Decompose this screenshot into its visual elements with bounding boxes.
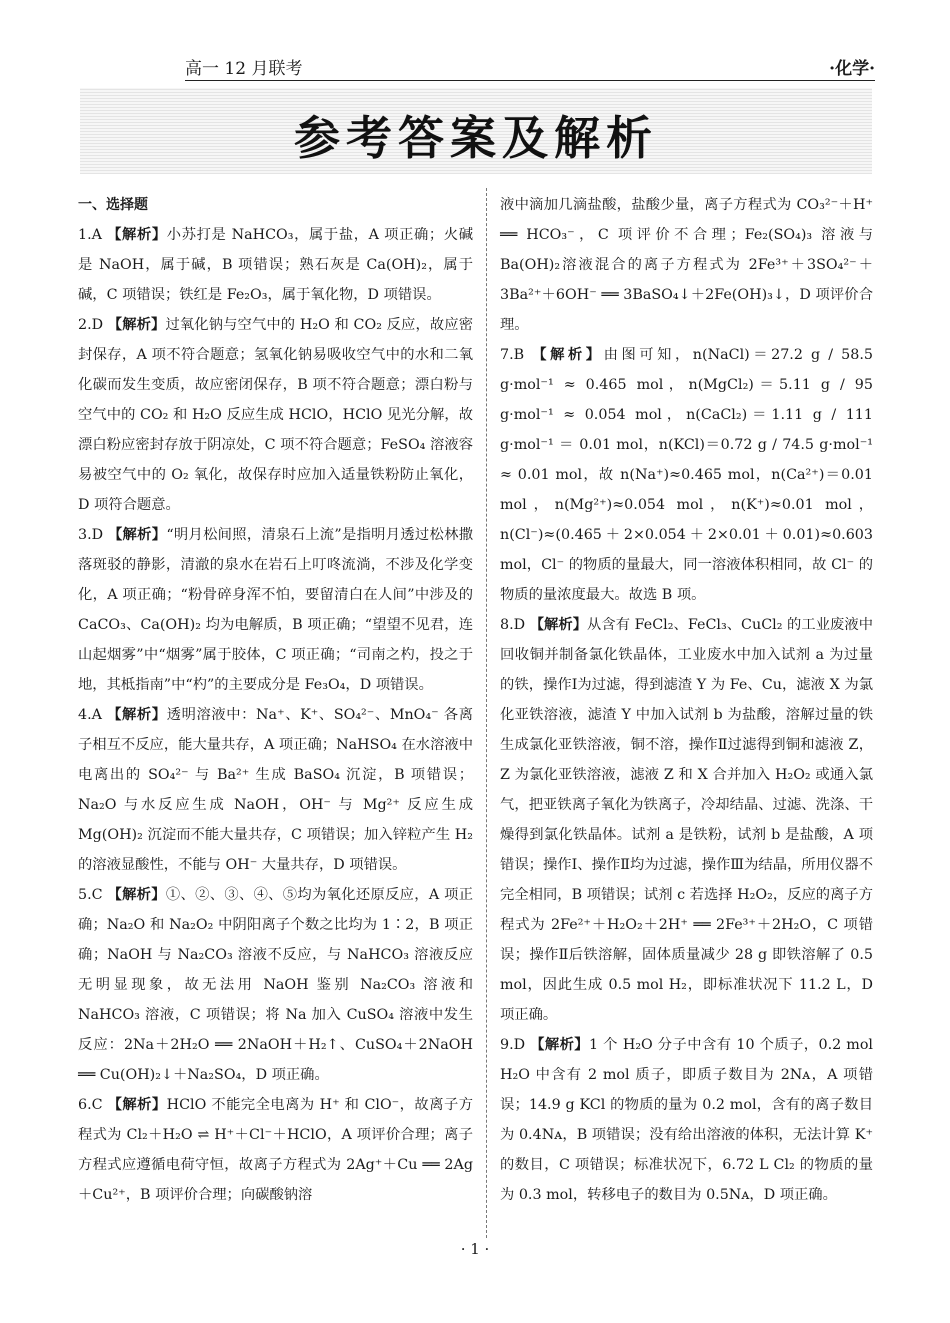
- column-divider: [486, 188, 487, 1238]
- analysis-tag: 【解析】: [107, 227, 167, 243]
- answer-item: [78, 700, 473, 880]
- answer-item: [78, 1090, 473, 1210]
- analysis-text: HClO 不能完全电离为 H⁺ 和 ClO⁻，故离子方程式为 Cl₂＋H₂O ⇌ H⁺＋Cl⁻＋HClO，A 项评价合理；离子方程式应遵循电荷守恒，故离子方程式为 2Ag⁺＋Cu ══ 2Ag＋Cu²⁺，B 项评价合理；向碳酸钠溶: [78, 1097, 474, 1203]
- answer-number: 1.A: [78, 227, 102, 243]
- analysis-text: 透明溶液中：Na⁺、K⁺、SO₄²⁻、MnO₄⁻ 各离子相互不反应，能大量共存，A 项正确；NaHSO₄ 在水溶液中电离出的 SO₄²⁻ 与 Ba²⁺ 生成 BaSO₄ 沉淀，B 项错误；Na₂O 与水反应生成 NaOH，OH⁻ 与 Mg²⁺ 反应生成 Mg(OH)₂ 沉淀而不能大量共存，C 项错误；加入锌粒产生 H₂ 的溶液显酸性，不能与 OH⁻ 大量共存，D 项错误。: [78, 707, 473, 873]
- section-title: 一、选择题: [78, 197, 148, 213]
- analysis-text: 从含有 FeCl₂、FeCl₃、CuCl₂ 的工业废液中回收铜并制备氯化铁晶体，工业废水中加入试剂 a 为过量的铁，操作Ⅰ为过滤，得到滤渣 Y 为 Fe、Cu，滤液 X 为氯化亚铁溶液，滤渣 Y 中加入试剂 b 为盐酸，溶解过量的铁生成氯化亚铁溶液，铜不溶，操作Ⅱ过滤得到铜和滤液 Z，Z 为氯化亚铁溶液，滤液 Z 和 X 合并加入 H₂O₂ 或通入氯气，把亚铁离子氧化为铁离子，冷却结晶、过滤、洗涤、干燥得到氯化铁晶体。试剂 a 是铁粉，试剂 b 是盐酸，A 项错误；操作Ⅰ、操作Ⅱ均为过滤，操作Ⅲ为结晶，所用仪器不完全相同，B 项错误；试剂 c 若选择 H₂O₂，反应的离子方程式为 2Fe²⁺＋H₂O₂＋2H⁺ ══ 2Fe³⁺＋2H₂O，C 项错误；操作Ⅱ后铁溶解，固体质量减少 28 g 即铁溶解了 0.5 mol，因此生成 0.5 mol H₂，即标准状况下 11.2 L，D 项正确。: [500, 617, 874, 1023]
- analysis-tag: 【解析】: [529, 617, 588, 633]
- subject-label: ·化学·: [829, 59, 875, 79]
- analysis-text: “明月松间照，清泉石上流”是指明月透过松林撒落斑驳的静影，清澈的泉水在岩石上叮咚流淌，不涉及化学变化，A 项正确；“粉骨碎身浑不怕，要留清白在人间”中涉及的 CaCO₃、Ca(OH)₂ 均为电解质，B 项正确；“望望不见君，连山起烟雾”中“烟雾”属于胶体，C 项正确；“司南之杓，投之于地，其柢指南”中“杓”的主要成分是 Fe₃O₄，D 项错误。: [78, 527, 473, 693]
- analysis-tag: 【解析】: [532, 347, 604, 363]
- analysis-text: 液中滴加几滴盐酸，盐酸少量，离子方程式为 CO₃²⁻＋H⁺ ══ HCO₃⁻，C 项评价不合理；Fe₂(SO₄)₃ 溶液与 Ba(OH)₂溶液混合的离子方程式为 2Fe³⁺＋3SO₄²⁻＋3Ba²⁺＋6OH⁻ ══ 3BaSO₄↓＋2Fe(OH)₃↓，D 项评价合理。: [500, 197, 873, 333]
- answer-number: 8.D: [500, 617, 526, 633]
- analysis-tag: 【解析】: [530, 1037, 590, 1053]
- page-header: [185, 54, 875, 81]
- answer-number: 3.D: [78, 527, 104, 543]
- analysis-text: ①、②、③、④、⑤均为氧化还原反应，A 项正确；Na₂O 和 Na₂O₂ 中阴阳离子个数之比均为 1∶2，B 项正确；NaOH 与 Na₂CO₃ 溶液不反应，与 NaHCO₃ 溶液反应无明显现象，故无法用 NaOH 鉴别 Na₂CO₃ 溶液和 NaHCO₃ 溶液，C 项错误；将 Na 加入 CuSO₄ 溶液中发生反应：2Na＋2H₂O ══ 2NaOH＋H₂↑、CuSO₄＋2NaOH ══ Cu(OH)₂↓＋Na₂SO₄，D 项正确。: [78, 887, 473, 1083]
- right-column: [500, 190, 873, 1210]
- answer-item: [500, 340, 873, 610]
- analysis-text: 过氧化钠与空气中的 H₂O 和 CO₂ 反应，故应密封保存，A 项不符合题意；氢氧化钠易吸收空气中的水和二氧化碳而发生变质，故应密闭保存，B 项不符合题意；漂白粉与空气中的 CO₂ 和 H₂O 反应生成 HClO，HClO 见光分解，故漂白粉应密封存放于阴凉处，C 项不符合题意；FeSO₄ 溶液容易被空气中的 O₂ 氧化，故保存时应加入适量铁粉防止氧化，D 项符合题意。: [78, 317, 473, 513]
- answer-item: [500, 1030, 873, 1210]
- analysis-tag: 【解析】: [107, 527, 167, 543]
- answer-number: 5.C: [78, 887, 103, 903]
- answer-item: [78, 520, 473, 700]
- answer-number: 9.D: [500, 1037, 526, 1053]
- answer-item: [500, 190, 873, 340]
- title-banner: [80, 88, 872, 174]
- analysis-tag: 【解析】: [107, 887, 166, 903]
- analysis-text: 由图可知，n(NaCl)＝27.2 g / 58.5 g·mol⁻¹ ≈ 0.465 mol，n(MgCl₂)＝5.11 g / 95 g·mol⁻¹ ≈ 0.054 mol，n(CaCl₂)＝1.11 g / 111 g·mol⁻¹ ＝ 0.01 mol，n(KCl)＝0.72 g / 74.5 g·mol⁻¹ ≈ 0.01 mol，故 n(Na⁺)≈0.465 mol，n(Ca²⁺)＝0.01 mol，n(Mg²⁺)≈0.054 mol，n(K⁺)≈0.01 mol，n(Cl⁻)≈(0.465＋2×0.054＋2×0.01＋0.01)≈0.603 mol，Cl⁻ 的物质的量最大，同一溶液体积相同，故 Cl⁻ 的物质的量浓度最大。故选 B 项。: [500, 347, 873, 603]
- analysis-tag: 【解析】: [107, 1097, 167, 1113]
- analysis-text: 小苏打是 NaHCO₃，属于盐，A 项正确；火碱是 NaOH，属于碱，B 项错误；熟石灰是 Ca(OH)₂，属于碱，C 项错误；铁红是 Fe₂O₃，属于氧化物，D 项错误。: [78, 227, 474, 303]
- analysis-tag: 【解析】: [107, 707, 167, 723]
- analysis-text: 1 个 H₂O 分子中含有 10 个质子，0.2 mol H₂O 中含有 2 mol 质子，即质子数目为 2Nᴀ，A 项错误；14.9 g KCl 的物质的量为 0.2 mol，含有的离子数目为 0.4Nᴀ，B 项错误；没有给出溶液的体积，无法计算 K⁺ 的数目，C 项错误；标准状况下，6.72 L Cl₂ 的物质的量为 0.3 mol，转移电子的数目为 0.5Nᴀ，D 项正确。: [500, 1037, 873, 1203]
- analysis-tag: 【解析】: [107, 317, 166, 333]
- answer-number: 6.C: [78, 1097, 103, 1113]
- page-title: 参考答案及解析: [294, 111, 658, 165]
- answer-item: [500, 610, 873, 1030]
- left-column: [78, 190, 473, 1210]
- answer-item: [78, 310, 473, 520]
- answer-item: [78, 220, 473, 310]
- answer-item: [78, 880, 473, 1090]
- answer-number: 7.B: [500, 347, 525, 363]
- answer-number: 2.D: [78, 317, 104, 333]
- page-number: · 1 ·: [460, 1240, 490, 1258]
- exam-name: 高一 12 月联考: [185, 59, 303, 79]
- answer-number: 4.A: [78, 707, 102, 723]
